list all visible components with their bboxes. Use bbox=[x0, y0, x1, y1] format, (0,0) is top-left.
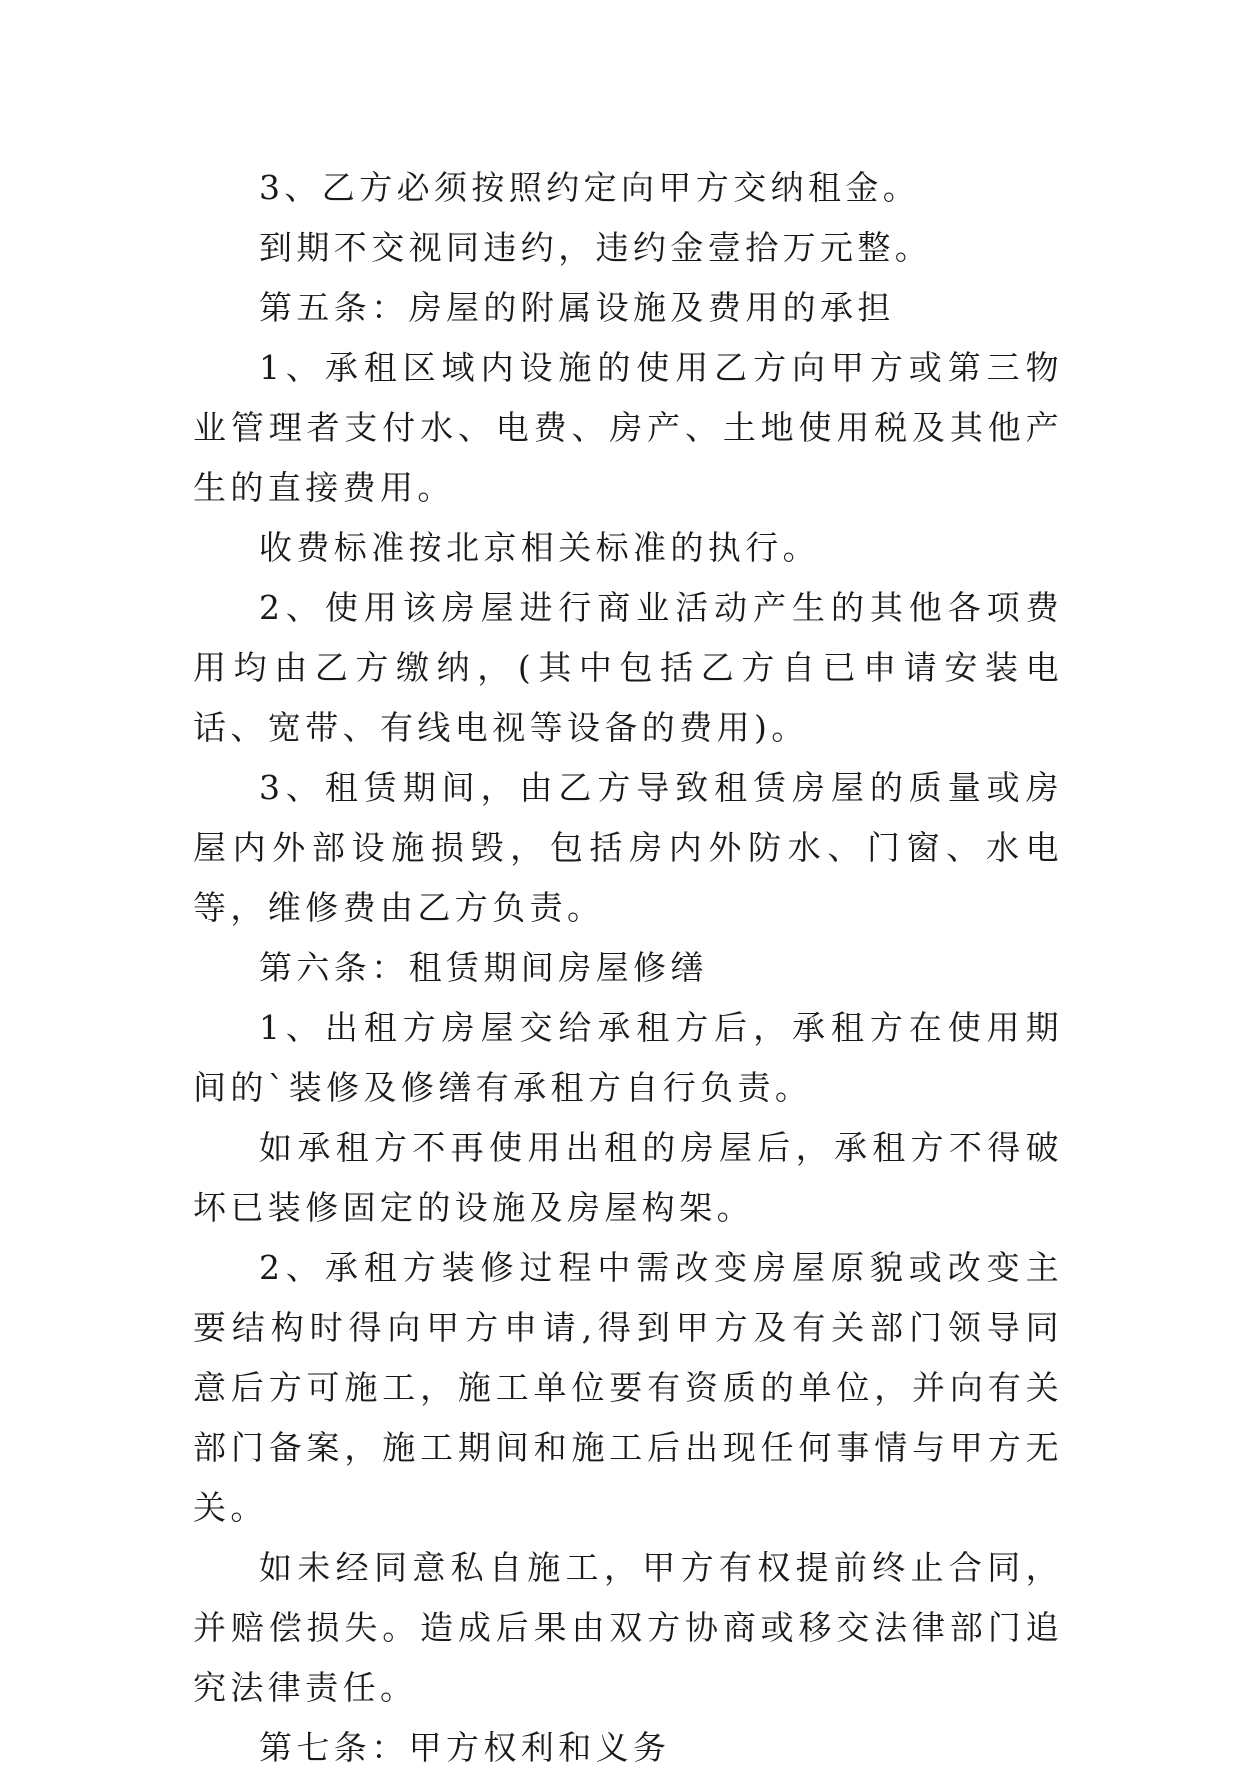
article-6-heading: 第六条：租赁期间房屋修缮 bbox=[259, 948, 708, 987]
paragraph-unauthorized-construction: 如未经同意私自施工，甲方有权提前终止合同，并赔偿损失。造成后果由双方协商或移交法律部门追究法律责任。 bbox=[193, 1548, 1063, 1707]
paragraph-no-damage-fixtures: 如承租方不再使用出租的房屋后，承租方不得破坏已装修固定的设施及房屋构架。 bbox=[193, 1128, 1063, 1227]
paragraph-fee-standard: 收费标准按北京相关标准的执行。 bbox=[259, 528, 820, 567]
paragraph-structural-changes: 2、承租方装修过程中需改变房屋原貌或改变主要结构时得向甲方申请,得到甲方及有关部门领导同意后方可施工，施工单位要有资质的单位，并向有关部门备案，施工期间和施工后出现任何事情与甲方无关。 bbox=[193, 1248, 1063, 1527]
document-body bbox=[193, 158, 1063, 1778]
paragraph-facility-costs: 1、承租区域内设施的使用乙方向甲方或第三物业管理者支付水、电费、房产、土地使用税及其他产生的直接费用。 bbox=[193, 348, 1063, 507]
paragraph-rent-payment: 3、乙方必须按照约定向甲方交纳租金。 bbox=[259, 168, 921, 207]
article-7-heading: 第七条：甲方权利和义务 bbox=[259, 1728, 671, 1767]
paragraph-business-fees: 2、使用该房屋进行商业活动产生的其他各项费用均由乙方缴纳，(其中包括乙方自已申请安装电话、宽带、有线电视等设备的费用)。 bbox=[193, 588, 1063, 747]
article-5-heading: 第五条：房屋的附属设施及费用的承担 bbox=[259, 288, 895, 327]
paragraph-late-penalty: 到期不交视同违约，违约金壹拾万元整。 bbox=[259, 228, 933, 267]
paragraph-damage-repair: 3、租赁期间，由乙方导致租赁房屋的质量或房屋内外部设施损毁，包括房内外防水、门窗、水电等，维修费由乙方负责。 bbox=[193, 768, 1063, 927]
paragraph-renovation-responsibility: 1、出租方房屋交给承租方后，承租方在使用期间的`装修及修缮有承租方自行负责。 bbox=[193, 1008, 1063, 1107]
